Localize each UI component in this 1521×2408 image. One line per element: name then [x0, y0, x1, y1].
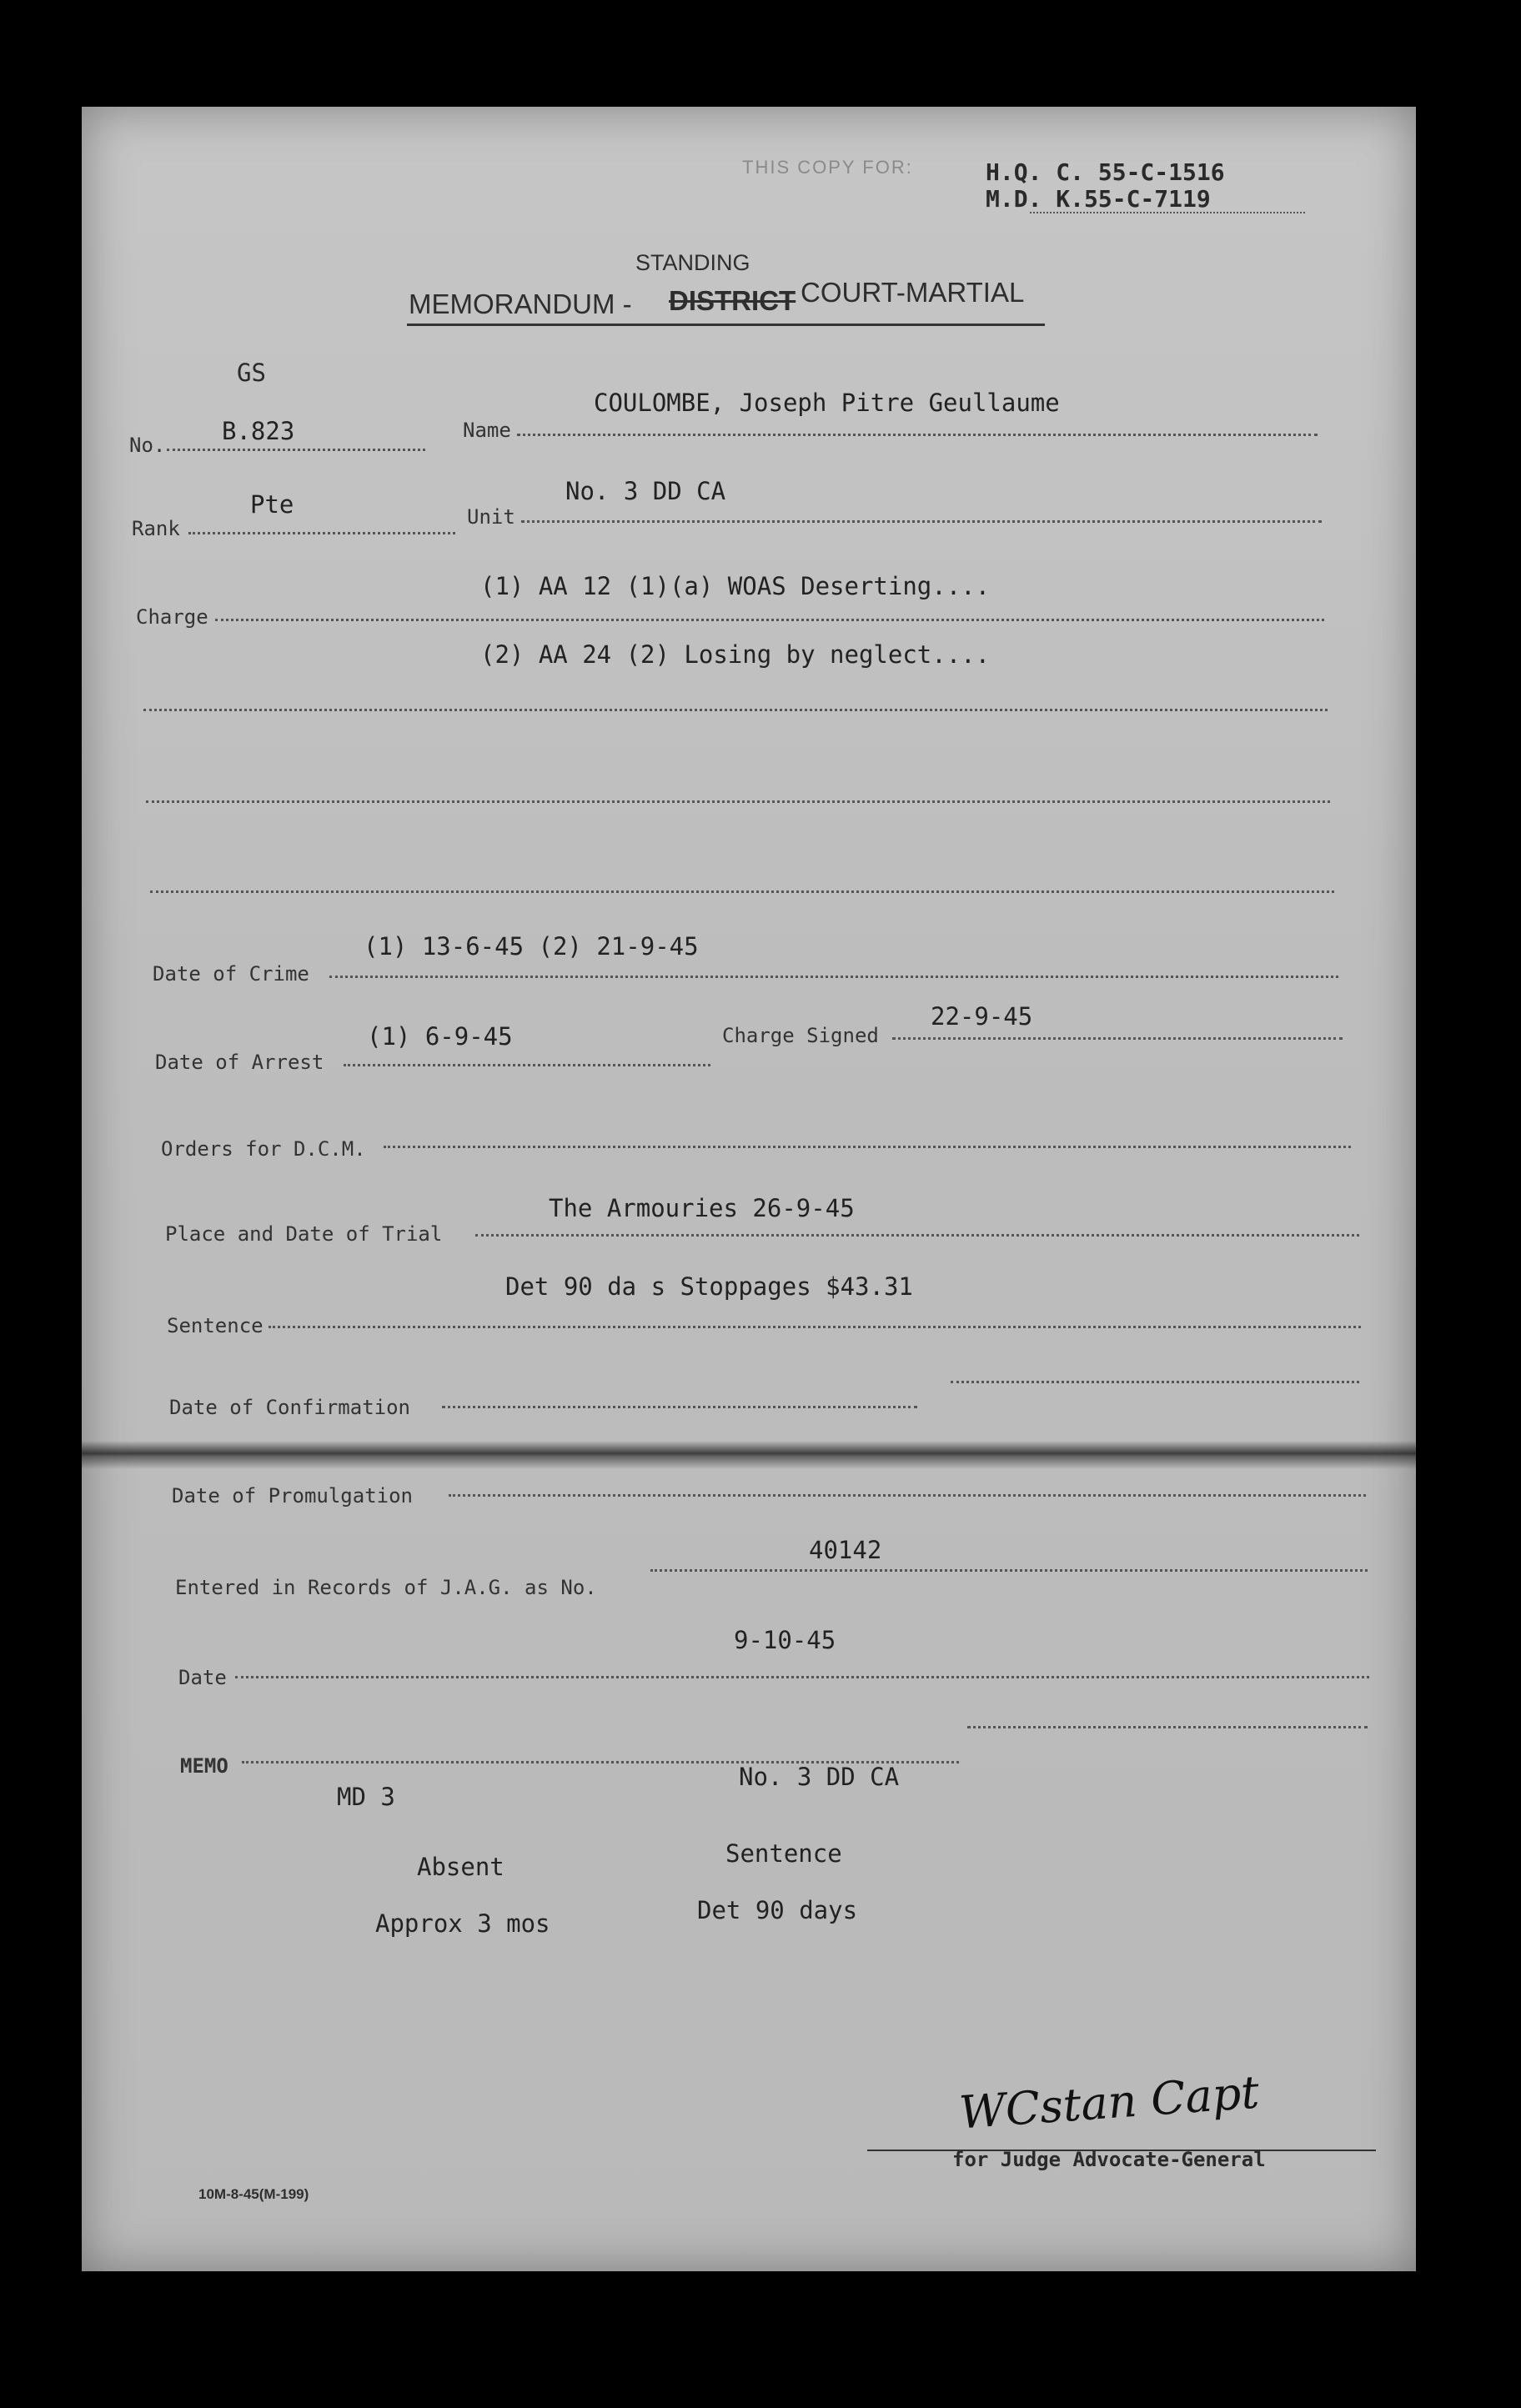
title-underline [407, 324, 1045, 326]
crime-value: (1) 13-6-45 (2) 21-9-45 [364, 932, 699, 961]
rank-line [188, 532, 455, 534]
trial-value: The Armouries 26-9-45 [549, 1194, 855, 1222]
form-code: 10M-8-45(M-199) [198, 2186, 309, 2202]
name-line [517, 434, 1318, 436]
confirmation-line-1 [442, 1406, 917, 1408]
orders-label: Orders for D.C.M. [161, 1137, 366, 1161]
crime-line [329, 976, 1338, 978]
date-value: 9-10-45 [734, 1626, 836, 1654]
charge-2-value: (2) AA 24 (2) Losing by neglect.... [480, 640, 991, 669]
sentence-label: Sentence [167, 1314, 264, 1337]
sentence-value: Det 90 da s Stoppages $43.31 [505, 1272, 913, 1301]
promulgation-line [449, 1494, 1366, 1497]
arrest-value: (1) 6-9-45 [367, 1022, 513, 1051]
title-insert: STANDING [635, 250, 750, 275]
hq-reference: H.Q. C. 55-C-1516 [986, 158, 1225, 186]
memo-absent-heading: Absent [417, 1853, 504, 1881]
rank-value: Pte [250, 490, 294, 519]
date-line [235, 1676, 1369, 1678]
jag-line [650, 1569, 1368, 1572]
no-value: B.823 [222, 417, 295, 445]
memo-sentence-value: Det 90 days [697, 1896, 858, 1924]
unit-line [521, 520, 1322, 523]
trial-label: Place and Date of Trial [165, 1222, 443, 1246]
unit-label: Unit [467, 505, 515, 529]
charge-line-1 [215, 619, 1324, 621]
md-reference: M.D. K.55-C-7119 [986, 185, 1211, 213]
charge-label: Charge [136, 605, 208, 629]
title-court-martial: COURT-MARTIAL [801, 277, 1025, 308]
charge-signed-line [892, 1037, 1343, 1040]
jag-label: Entered in Records of J.A.G. as No. [175, 1576, 597, 1599]
promulgation-label: Date of Promulgation [172, 1484, 413, 1508]
charge-1-value: (1) AA 12 (1)(a) WOAS Deserting.... [480, 572, 991, 600]
page-fold [82, 1441, 1416, 1469]
memo-unit: No. 3 DD CA [739, 1763, 900, 1791]
arrest-line [344, 1064, 710, 1066]
reference-underline [1030, 212, 1305, 213]
date-label: Date [178, 1666, 227, 1689]
copy-for-label: THIS COPY FOR: [742, 157, 913, 178]
charge-signed-label: Charge Signed [722, 1024, 879, 1047]
name-value: COULOMBE, Joseph Pitre Geullaume [594, 389, 1060, 417]
memo-sentence-heading: Sentence [725, 1839, 842, 1868]
title-struck-word: DISTRICT [669, 285, 796, 316]
charge-signed-value: 22-9-45 [931, 1002, 1033, 1031]
no-label: No. [129, 434, 166, 457]
jag-value: 40142 [809, 1536, 882, 1564]
confirmation-label: Date of Confirmation [169, 1396, 410, 1419]
memo-district: MD 3 [337, 1783, 395, 1811]
sentence-line [269, 1326, 1361, 1328]
memo-label: MEMO [180, 1754, 228, 1778]
title-memorandum: MEMORANDUM - [409, 288, 632, 319]
no-line [167, 449, 425, 451]
name-label: Name [463, 419, 511, 442]
trial-line [475, 1234, 1359, 1237]
confirmation-line-2 [951, 1381, 1359, 1383]
memo-absent-value: Approx 3 mos [375, 1909, 550, 1938]
crime-label: Date of Crime [153, 962, 309, 986]
charge-line-2 [143, 709, 1328, 711]
memo-line-2 [967, 1726, 1368, 1728]
gs-mark: GS [237, 359, 266, 387]
signature-caption: for Judge Advocate-General [952, 2148, 1266, 2171]
unit-value: No. 3 DD CA [565, 477, 726, 505]
arrest-label: Date of Arrest [155, 1051, 324, 1074]
handwritten-signature: WCstan Capt [957, 2065, 1261, 2140]
rank-label: Rank [132, 517, 180, 540]
orders-line [384, 1146, 1351, 1148]
charge-line-3 [146, 800, 1330, 803]
charge-line-4 [150, 890, 1334, 893]
